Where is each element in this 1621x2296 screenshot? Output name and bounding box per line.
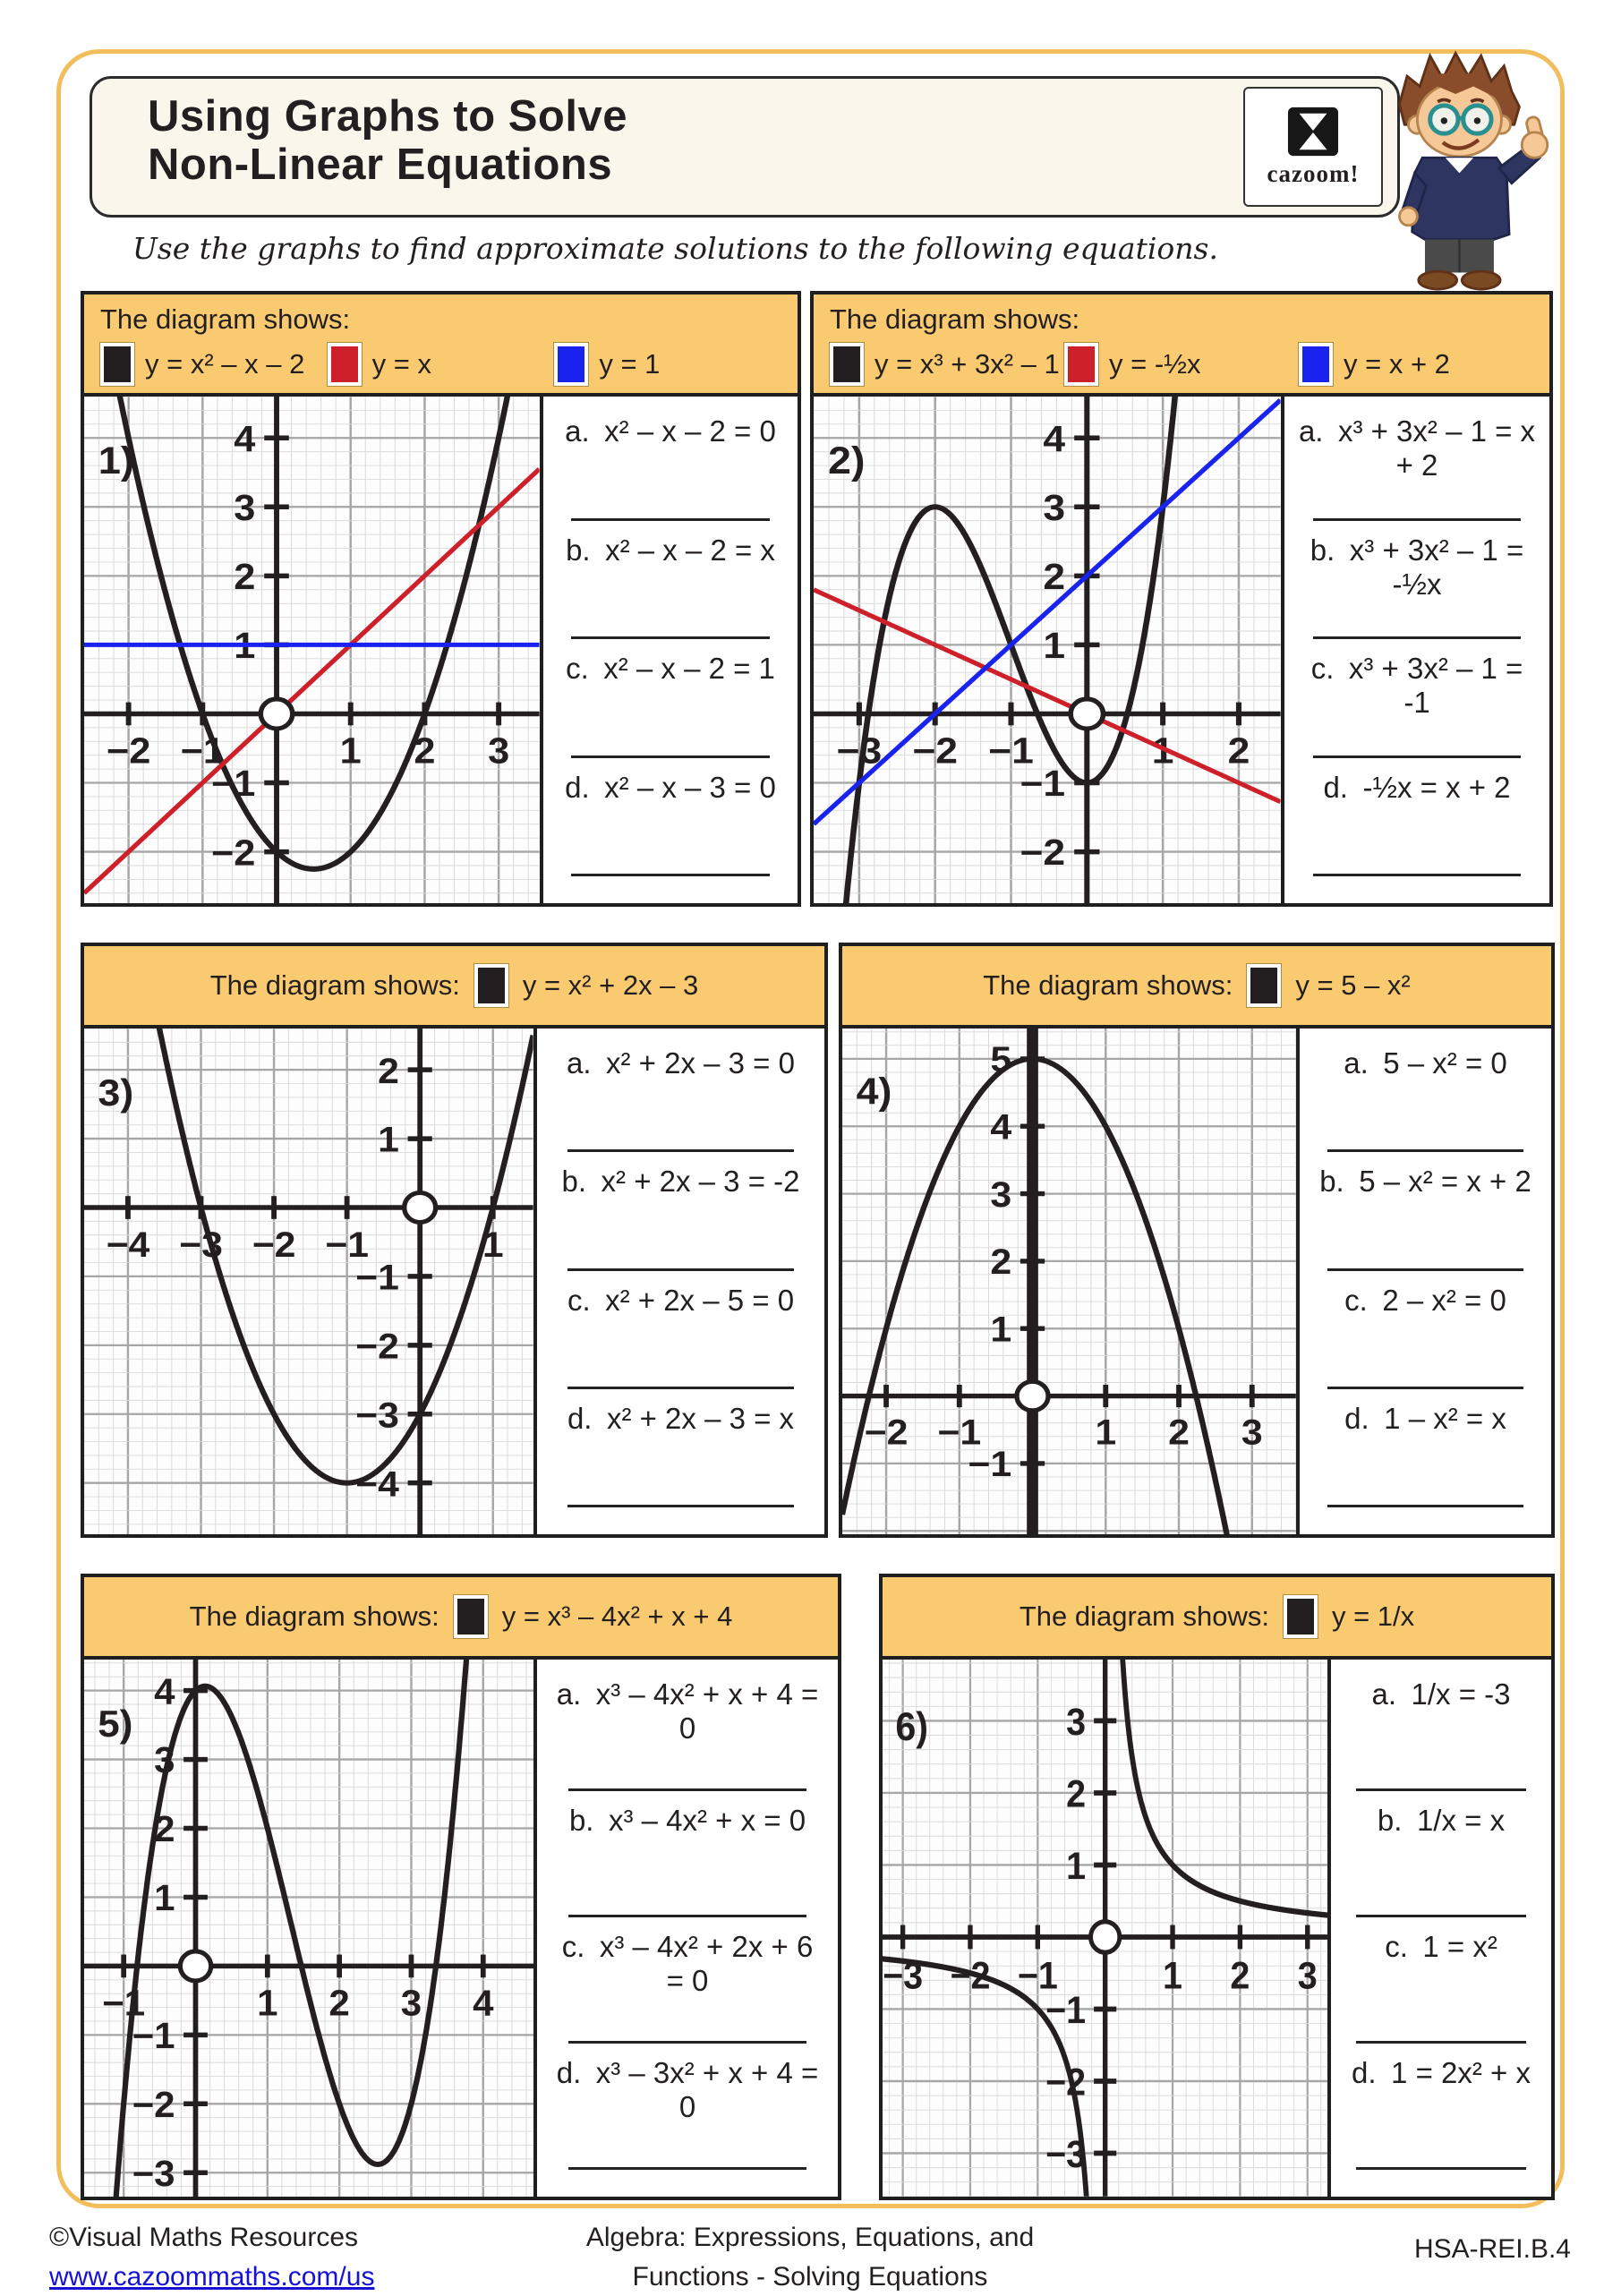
legend-swatch-black (1284, 1595, 1318, 1638)
question-6d (1340, 2056, 1542, 2182)
question-text: b. x³ + 3x² – 1 = -½x (1293, 533, 1540, 602)
question-text: d. 1 = 2x² + x (1340, 2056, 1542, 2090)
question-4d (1309, 1402, 1542, 1520)
footer-topic-line1: Algebra: Expressions, Equations, and (376, 2218, 1244, 2258)
legend-title: The diagram shows: (100, 303, 781, 336)
question-5a (546, 1677, 829, 1804)
svg-text:1: 1 (482, 1224, 504, 1265)
answer-line[interactable] (1327, 1387, 1523, 1389)
answer-line[interactable] (1356, 2041, 1526, 2044)
svg-text:4: 4 (154, 1671, 175, 1711)
svg-text:5): 5) (98, 1703, 132, 1745)
svg-text:1: 1 (1095, 1413, 1116, 1452)
question-2d (1293, 771, 1540, 890)
legend-entry-blue (554, 343, 781, 386)
question-text: b. 5 – x² = x + 2 (1309, 1165, 1542, 1199)
svg-text:1: 1 (340, 730, 362, 771)
svg-text:5: 5 (990, 1040, 1011, 1080)
problem-row-3 (81, 1574, 1557, 2200)
question-4a (1309, 1046, 1542, 1165)
svg-text:4): 4) (857, 1071, 892, 1113)
answer-line[interactable] (568, 1915, 806, 1917)
question-6a (1340, 1677, 1542, 1804)
answer-line[interactable] (1327, 1268, 1523, 1271)
footer-attribution (49, 2218, 374, 2296)
legend-swatch-blue (1299, 343, 1333, 386)
mascot-boy-illustration (1368, 43, 1566, 298)
question-4b (1309, 1165, 1542, 1283)
legend-swatch-red (328, 343, 362, 386)
legend-equation: y = 1 (599, 348, 660, 380)
legend-4 (842, 946, 1551, 1029)
svg-text:4: 4 (473, 1983, 493, 2023)
header (90, 76, 1400, 218)
svg-text:−3: −3 (132, 2154, 175, 2194)
svg-text:3): 3) (98, 1072, 134, 1114)
question-text: d. x² – x – 3 = 0 (552, 771, 789, 805)
answer-line[interactable] (1313, 874, 1521, 876)
answer-line[interactable] (1356, 1788, 1526, 1791)
svg-text:−3: −3 (355, 1395, 399, 1436)
legend-title: The diagram shows: (190, 1600, 439, 1633)
standard-code: HSA-REI.B.4 (1414, 2234, 1571, 2265)
question-text: b. x³ – 4x² + x = 0 (546, 1804, 829, 1838)
answer-line[interactable] (571, 755, 770, 758)
question-text: c. 2 – x² = 0 (1309, 1284, 1542, 1318)
svg-text:−1: −1 (1018, 1954, 1058, 1996)
legend-entry-black (100, 343, 328, 386)
svg-text:3: 3 (990, 1174, 1011, 1214)
svg-text:−1: −1 (1045, 1989, 1086, 2031)
legend-6 (883, 1577, 1551, 1660)
questions-column-3 (533, 1029, 824, 1534)
svg-text:−1: −1 (211, 764, 255, 804)
graph-area-4 (842, 1029, 1296, 1534)
page-title-line2: Non-Linear Equations (148, 141, 1397, 190)
svg-text:2: 2 (328, 1983, 349, 2023)
problem-row-2 (81, 943, 1557, 1538)
question-text: b. x² + 2x – 3 = -2 (546, 1165, 815, 1199)
legend-entry-red (1064, 343, 1299, 386)
question-6c (1340, 1930, 1542, 2056)
footer-topic-line2: Functions - Solving Equations (376, 2258, 1244, 2296)
svg-text:−1: −1 (181, 730, 225, 771)
svg-text:−2: −2 (252, 1224, 296, 1265)
svg-text:−2: −2 (211, 832, 255, 873)
problem-panel-3 (81, 943, 828, 1538)
legend-title: The diagram shows: (210, 969, 460, 1002)
svg-text:4: 4 (1043, 419, 1065, 459)
questions-column-5 (533, 1660, 838, 2197)
question-text: a. 1/x = -3 (1340, 1677, 1542, 1711)
question-text: c. x³ – 4x² + 2x + 6 = 0 (546, 1930, 829, 1998)
footer-topic (376, 2218, 1244, 2296)
question-text: a. x³ – 4x² + x + 4 = 0 (546, 1677, 829, 1745)
legend-equation: y = x + 2 (1344, 348, 1450, 380)
answer-line[interactable] (1327, 1149, 1523, 1152)
legend-equation: y = x² + 2x – 3 (523, 969, 698, 1002)
question-1d (552, 771, 789, 890)
svg-text:−3: −3 (883, 1954, 923, 1996)
svg-text:2: 2 (234, 556, 255, 596)
graph-problem-4 (842, 1029, 1296, 1534)
svg-text:−3: −3 (1045, 2133, 1086, 2175)
svg-text:−1: −1 (1020, 764, 1065, 804)
legend-equation: y = x (372, 348, 431, 380)
answer-line[interactable] (1356, 1915, 1526, 1917)
answer-line[interactable] (567, 1268, 794, 1271)
legend-entry-blue (1299, 343, 1533, 386)
question-1c (552, 652, 789, 771)
svg-text:−1: −1 (325, 1224, 369, 1265)
mascot-shoes (1419, 271, 1457, 289)
legend-entry-black (830, 343, 1064, 386)
svg-text:−3: −3 (179, 1224, 223, 1265)
question-text: c. 1 = x² (1340, 1930, 1542, 1964)
website-link[interactable]: www.cazoommaths.com/us (49, 2258, 374, 2296)
question-text: c. x² – x – 2 = 1 (552, 652, 789, 686)
svg-text:3: 3 (401, 1983, 422, 2023)
svg-text:2: 2 (378, 1050, 399, 1091)
question-4c (1309, 1284, 1542, 1402)
question-text: a. x² – x – 2 = 0 (552, 414, 789, 448)
answer-line[interactable] (1313, 636, 1521, 639)
graph-problem-5 (84, 1660, 533, 2197)
legend-swatch-black (454, 1595, 488, 1638)
svg-text:1: 1 (378, 1119, 399, 1160)
question-5b (546, 1804, 829, 1930)
answer-line[interactable] (1313, 755, 1521, 758)
svg-text:−2: −2 (950, 1954, 990, 1996)
question-3c (546, 1284, 815, 1402)
svg-text:2: 2 (1043, 557, 1065, 597)
question-text: c. x² + 2x – 5 = 0 (546, 1284, 815, 1318)
svg-text:6): 6) (895, 1705, 928, 1750)
legend-1 (84, 294, 798, 397)
question-3a (546, 1046, 815, 1165)
svg-text:1: 1 (257, 1983, 277, 2023)
legend-entry-red (328, 343, 555, 386)
question-1b (552, 533, 789, 653)
problem-row-1 (81, 291, 1557, 907)
svg-text:−1: −1 (937, 1413, 981, 1452)
svg-text:1): 1) (98, 440, 134, 482)
svg-text:−2: −2 (355, 1326, 399, 1367)
svg-text:−1: −1 (355, 1257, 399, 1298)
question-6b (1340, 1804, 1542, 1930)
legend-equation: y = -½x (1109, 348, 1201, 380)
question-text: d. -½x = x + 2 (1293, 771, 1540, 805)
svg-text:1: 1 (990, 1310, 1011, 1349)
svg-text:3: 3 (154, 1740, 175, 1780)
page-title-line1: Using Graphs to Solve (148, 93, 1397, 141)
svg-text:1: 1 (1066, 1845, 1086, 1887)
problem-panel-5 (81, 1574, 841, 2200)
svg-text:−3: −3 (837, 730, 883, 771)
svg-text:2): 2) (828, 440, 865, 482)
answer-line[interactable] (571, 518, 770, 521)
cazoom-logo-icon (1282, 106, 1344, 158)
question-text: b. x² – x – 2 = x (552, 533, 789, 568)
graph-problem-2 (814, 397, 1281, 903)
answer-line[interactable] (568, 2041, 806, 2044)
svg-text:3: 3 (1043, 488, 1065, 528)
svg-text:1: 1 (234, 625, 255, 665)
answer-line[interactable] (1356, 2167, 1526, 2170)
question-text: d. x² + 2x – 3 = x (546, 1402, 815, 1436)
problem-panel-4 (839, 943, 1555, 1538)
svg-text:−2: −2 (1045, 2061, 1086, 2103)
legend-equation: y = 5 – x² (1295, 969, 1410, 1002)
legend-swatch-red (1064, 343, 1098, 386)
graph-area-5 (84, 1660, 533, 2197)
answer-line[interactable] (1327, 1505, 1523, 1507)
svg-text:−2: −2 (865, 1413, 909, 1452)
legend-5 (84, 1577, 838, 1660)
answer-line[interactable] (567, 1387, 794, 1389)
svg-text:2: 2 (414, 730, 435, 771)
legend-equation: y = x² – x – 2 (145, 348, 304, 380)
svg-text:4: 4 (234, 418, 256, 458)
svg-text:−1: −1 (988, 730, 1034, 771)
graph-area-2 (814, 397, 1281, 903)
svg-text:−2: −2 (1020, 832, 1065, 873)
instructions-text: Use the graphs to find approximate solutions to the following equations. (132, 231, 1218, 266)
graph-area-1 (84, 397, 540, 903)
graph-problem-3 (84, 1029, 533, 1534)
svg-text:−1: −1 (132, 2016, 175, 2056)
problem-panel-1 (81, 291, 801, 907)
svg-text:1: 1 (154, 1878, 175, 1918)
question-2b (1293, 533, 1540, 653)
question-3d (546, 1402, 815, 1520)
legend-swatch-black (830, 343, 864, 386)
svg-text:2: 2 (1230, 1954, 1250, 1996)
question-text: d. 1 – x² = x (1309, 1402, 1542, 1436)
cazoom-logo-text: cazoom! (1267, 160, 1360, 188)
graph-problem-6 (883, 1660, 1327, 2197)
svg-text:−2: −2 (912, 730, 958, 771)
svg-text:−2: −2 (132, 2085, 175, 2125)
svg-text:3: 3 (488, 730, 509, 771)
copyright-text: ©Visual Maths Resources (49, 2218, 374, 2258)
question-2a (1293, 414, 1540, 533)
legend-title: The diagram shows: (983, 969, 1233, 1002)
problem-panel-6 (879, 1574, 1555, 2200)
answer-line[interactable] (1313, 518, 1521, 521)
legend-title: The diagram shows: (830, 303, 1533, 336)
question-text: b. 1/x = x (1340, 1804, 1542, 1838)
questions-column-4 (1296, 1029, 1551, 1534)
graph-area-3 (84, 1029, 533, 1534)
svg-text:2: 2 (1066, 1772, 1086, 1814)
question-3b (546, 1165, 815, 1283)
questions-column-6 (1327, 1660, 1551, 2197)
legend-equation: y = x³ – 4x² + x + 4 (502, 1600, 733, 1633)
problem-panel-2 (810, 291, 1553, 907)
svg-text:3: 3 (1066, 1701, 1086, 1743)
legend-swatch-blue (554, 343, 588, 386)
svg-text:1: 1 (1043, 626, 1065, 666)
answer-line[interactable] (567, 1505, 794, 1507)
svg-text:1: 1 (1163, 1954, 1182, 1996)
svg-text:−1: −1 (968, 1445, 1011, 1484)
answer-line[interactable] (571, 874, 770, 876)
answer-line[interactable] (567, 1149, 794, 1152)
svg-text:4: 4 (990, 1107, 1011, 1147)
legend-3 (84, 946, 824, 1029)
question-5c (546, 1930, 829, 2056)
legend-equation: y = x³ + 3x² – 1 (874, 348, 1060, 380)
questions-column-2 (1281, 397, 1549, 903)
legend-swatch-black (474, 964, 508, 1007)
graph-area-6 (883, 1660, 1327, 2197)
cazoom-logo (1243, 87, 1383, 207)
legend-equation: y = 1/x (1332, 1600, 1414, 1633)
answer-line[interactable] (568, 2167, 806, 2170)
page-title (92, 79, 1397, 190)
legend-2 (814, 294, 1549, 397)
svg-text:3: 3 (234, 487, 255, 527)
problems-container (81, 291, 1557, 2236)
svg-text:−2: −2 (107, 730, 150, 771)
svg-text:−4: −4 (107, 1224, 150, 1265)
svg-text:−1: −1 (102, 1983, 145, 2023)
question-2c (1293, 652, 1540, 771)
svg-text:3: 3 (1241, 1413, 1263, 1452)
question-text: c. x³ + 3x² – 1 = -1 (1293, 652, 1540, 720)
legend-title: The diagram shows: (1020, 1600, 1269, 1633)
svg-text:1: 1 (1152, 730, 1174, 771)
answer-line[interactable] (571, 636, 770, 639)
question-5d (546, 2056, 829, 2182)
svg-text:2: 2 (990, 1242, 1011, 1282)
legend-swatch-black (1247, 964, 1281, 1007)
svg-text:2: 2 (1168, 1413, 1190, 1452)
svg-text:3: 3 (1298, 1954, 1318, 1996)
graph-problem-1 (84, 397, 540, 903)
svg-text:−4: −4 (355, 1463, 399, 1504)
svg-text:2: 2 (1228, 730, 1250, 771)
questions-column-1 (540, 397, 798, 903)
legend-swatch-black (100, 343, 134, 386)
question-text: a. x² + 2x – 3 = 0 (546, 1046, 815, 1080)
question-text: a. x³ + 3x² – 1 = x + 2 (1293, 414, 1540, 482)
question-1a (552, 414, 789, 533)
question-text: d. x³ – 3x² + x + 4 = 0 (546, 2056, 829, 2124)
svg-text:2: 2 (154, 1809, 175, 1849)
answer-line[interactable] (568, 1788, 806, 1791)
question-text: a. 5 – x² = 0 (1309, 1046, 1542, 1080)
